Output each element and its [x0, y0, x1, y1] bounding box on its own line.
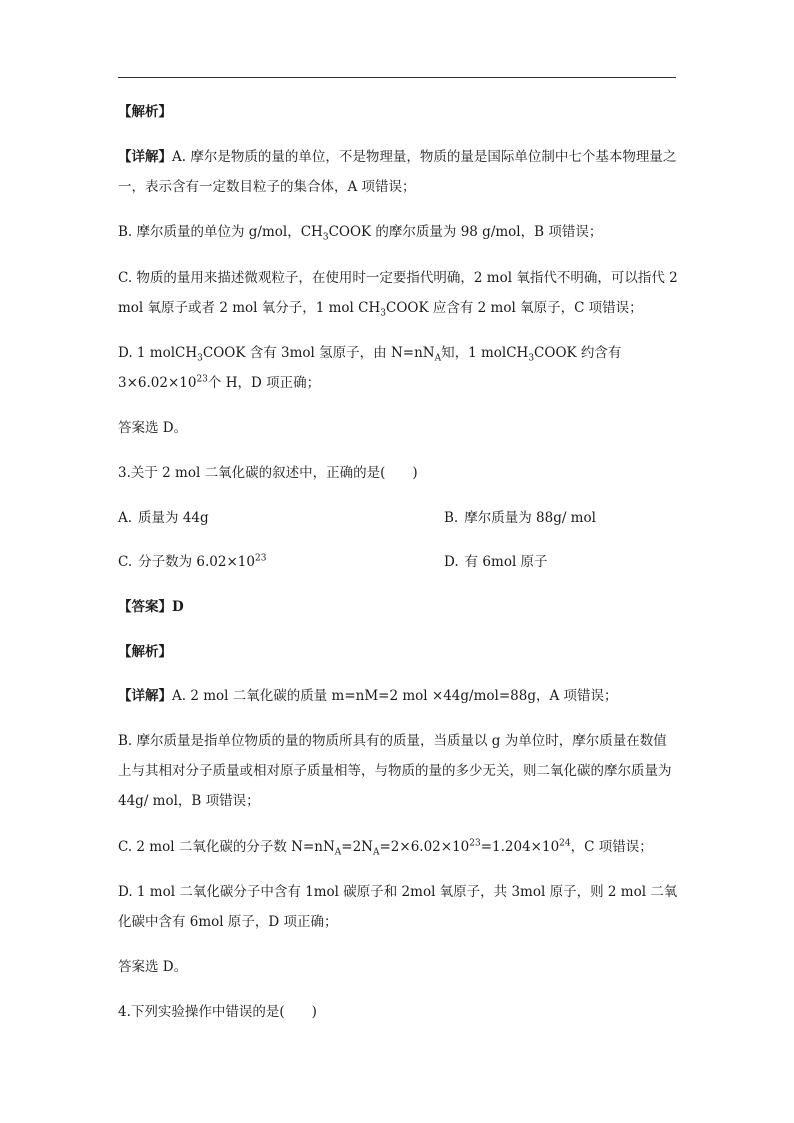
q3-option-c: C. 分子数为 $6.02\times 10^{23}$	[118, 553, 267, 570]
q2-explanation-d: D. 1 molCH$_3$COOK 含有 3mol 氢原子，由 $N=nN_A$知，1 molCH$_3$COOK 约含有 $3\times 6.02\times 10^{23}$个 H，D 项正确；	[118, 345, 622, 391]
q3-explanation-d: D. 1 mol 二氧化碳分子中含有 1mol 碳原子和 2mol 氧原子，共 3mol 原子，则 2 mol 二氧化碳中含有 6mol 原子，D 项正确；	[118, 884, 678, 930]
q3-option-d: D. 有 6mol 原子	[444, 554, 548, 570]
q2-answer-choice: 答案选 D。	[118, 420, 188, 436]
q2-explanation-c: C. 物质的量用来描述微观粒子，在使用时一定要指代明确，2 mol 氧指代不明确，可以指代 2 mol 氧原子或者 2 mol 氧分子，1 mol $CH_3COOK$ 应含有 2 mol 氧原子，C 项错误；	[118, 270, 678, 319]
q3-option-b: B. 摩尔质量为 88g/ mol	[444, 510, 596, 526]
q3-option-a: A. 质量为 44g	[118, 510, 209, 526]
q3-explanation-b: B. 摩尔质量是指单位物质的量的物质所具有的质量，当质量以 g 为单位时，摩尔质量在数值上与其相对分子质量或相对原子质量相等，与物质的量的多少无关，则二氧化碳的摩尔质量为 44g/ mol，B 项错误；	[118, 733, 672, 809]
q2-explanation-b: B. 摩尔质量的单位为 g/mol，$CH_3COOK$ 的摩尔质量为 98 g/mol，B 项错误；	[118, 224, 603, 243]
q3-answer: 【答案】D	[118, 599, 184, 615]
header-rule	[118, 77, 676, 78]
q4-stem: 4.下列实验操作中错误的是( )	[118, 1004, 317, 1020]
q3-options-row-2	[118, 547, 678, 577]
q3-answer-choice: 答案选 D。	[118, 959, 188, 975]
q3-analysis-heading: 【解析】	[118, 644, 172, 660]
q3-stem: 3.关于 2 mol 二氧化碳的叙述中，正确的是( )	[118, 465, 418, 481]
q3-explanation-a: 【详解】A. 2 mol 二氧化碳的质量 m=nM=2 mol ×44g/mol=88g，A 项错误；	[118, 688, 618, 704]
q3-options-row-1	[118, 503, 678, 533]
q2-explanation-a: 【详解】A. 摩尔是物质的量的单位，不是物理量，物质的量是国际单位制中七个基本物理量之一，表示含有一定数目粒子的集合体，A 项错误；	[118, 149, 677, 195]
q3-explanation-c: C. 2 mol 二氧化碳的分子数 $N=nN_A=2N_A=2\times 6.02\times 10^{23}=1.204\times 10^{24}$，C 项错误；	[118, 838, 653, 858]
analysis-heading: 【解析】	[118, 104, 172, 120]
